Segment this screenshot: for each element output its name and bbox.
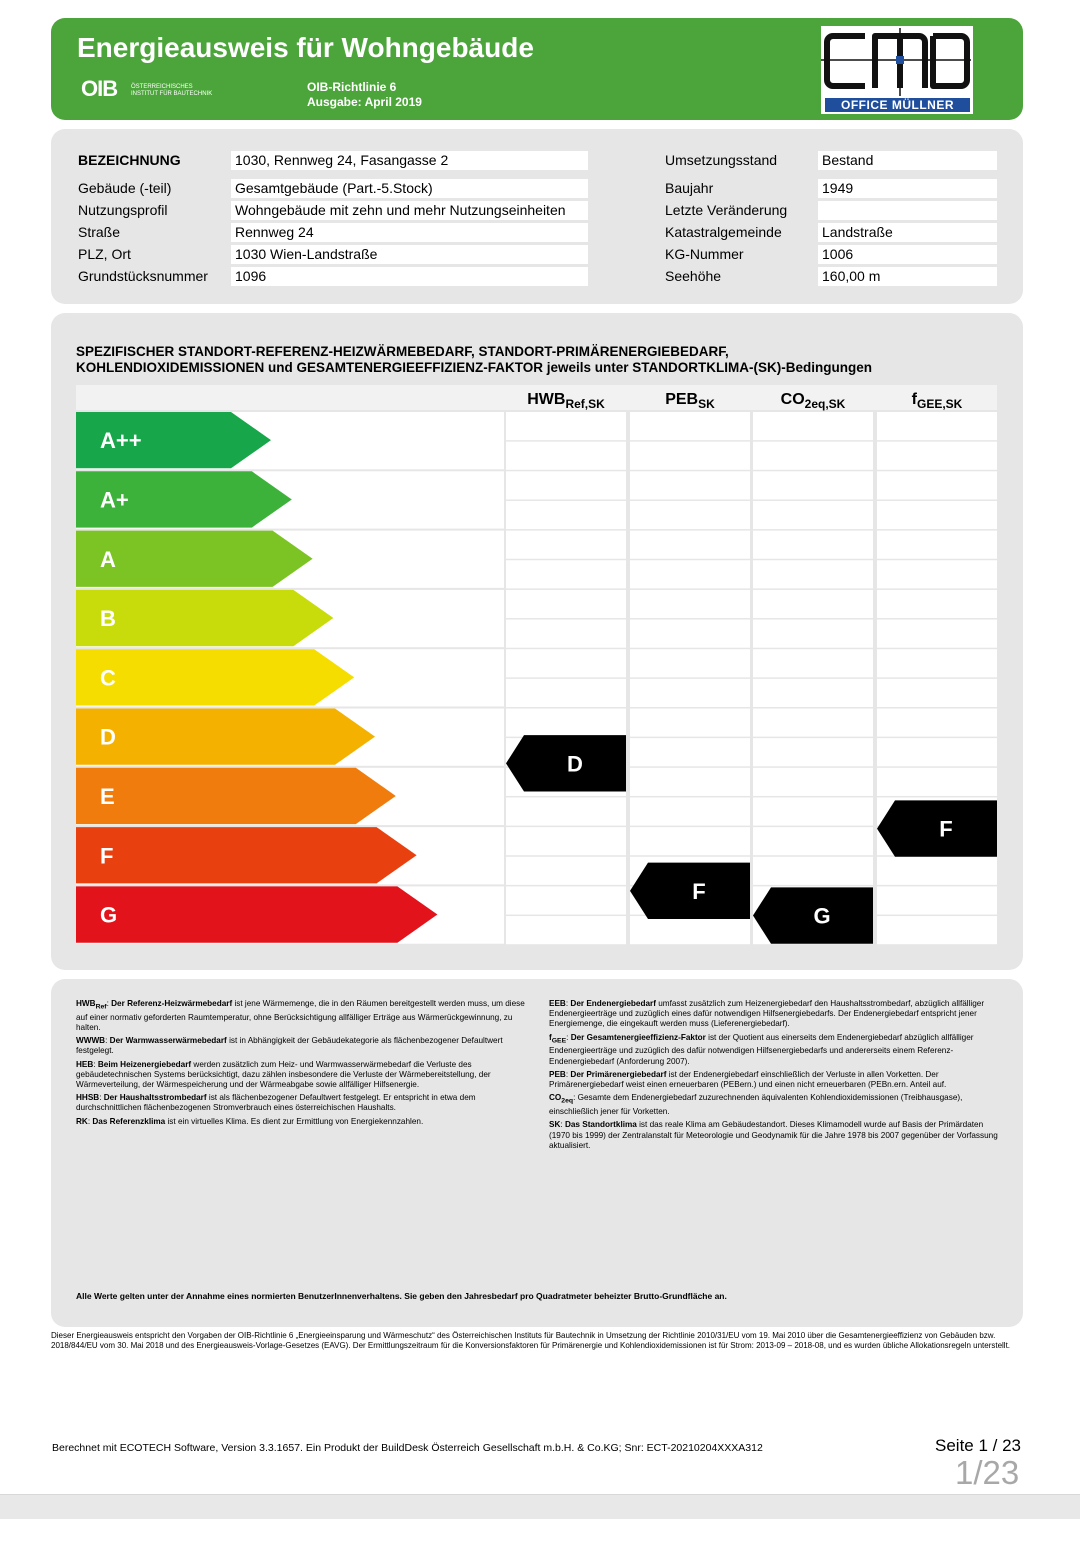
grid-cell	[877, 768, 997, 796]
info-value-right-1: 1949	[818, 179, 997, 198]
oib-logo-text: ÖSTERREICHISCHES INSTITUT FÜR BAUTECHNIK	[131, 84, 213, 97]
definition-right-1: $f_{GEE}$: Der Gesamtenergieeffizienz-Faktor ist der Quotient aus einerseits dem Endenergiebedarf abzüglich allfälliger Endenergieerträge und zuzüglich des dafür notwendigen Hilfsenergiebedarfs und andererseits einem Referenz-Endenergiebedarf (Anforderung 2007).	[549, 1032, 974, 1066]
definition-keyword: Der Endenergiebedarf	[570, 999, 656, 1008]
richtlinie-label: OIB-Richtlinie 6	[307, 80, 397, 94]
class-arrow-label: A++	[100, 428, 142, 454]
grid-cell	[753, 471, 873, 499]
oib-logo	[81, 76, 213, 101]
definition-term: f	[549, 1032, 552, 1042]
info-value-left-4: 1030 Wien-Landstraße	[231, 245, 588, 264]
page-number-label: Seite 1 / 23	[935, 1436, 1022, 1455]
grid-cell	[630, 679, 750, 707]
definitions-left	[76, 999, 531, 1130]
legal-footer-note: Dieser Energieausweis entspricht den Vorgaben der OIB-Richtlinie 6 „Energieeinsparung und Wärmeschutz“ des Österreichischen Instituts für Bautechnik in Umsetzung der Richtlinie 2010/31/EU vom 19. Mai 2010 über die Gesamtenergieeffizienz von Gebäuden bzw. 2018/844/EU vom 30. Mai 2018 und des Energieausweis-Vorlage-Gesetzes (EAVG). Der Ermittlungszeitraum für die Konversionsfaktoren für Primärenergie und Kohlendioxidemissionen ist für Strom: 2013-09 – 2018-08, und es wurden übliche Allokationsregeln unterstellt.	[51, 1331, 1011, 1350]
grid-cell	[753, 827, 873, 855]
building-info-panel	[51, 129, 1023, 304]
definition-term: EEB	[549, 999, 566, 1008]
grid-cell	[753, 560, 873, 588]
cmd-logo-graphic	[821, 26, 973, 98]
ausgabe-label: Ausgabe: April 2019	[307, 95, 422, 109]
class-arrow-f	[76, 827, 417, 883]
definition-text: ist als flächenbezogener Defaultwert festgelegt. Er entspricht in etwa dem durchschnittlichen flächenbezogenen Stromverbrauch eines österreichischen Haushalts.	[76, 1093, 476, 1113]
definition-term: PEB	[549, 1069, 566, 1079]
grid-cell	[877, 620, 997, 648]
definition-term-sub: GEE	[551, 1037, 567, 1045]
definition-left-3: HHSB: Der Haushaltsstrombedarf ist als flächenbezogener Defaultwert festgelegt. Er entspricht in etwa dem durchschnittlichen flächenbezogenen Stromverbrauch eines österreichischen Haushalts.	[76, 1093, 476, 1113]
column-header-f: $f_{GEE,SK}$	[911, 391, 963, 411]
grid-cell	[506, 471, 626, 499]
grid-cell	[506, 620, 626, 648]
class-arrow-g	[76, 886, 437, 942]
grid-cell	[506, 501, 626, 529]
grid-cell	[753, 649, 873, 677]
definition-text: werden zusätzlich zum Heiz- und Warmwasserwärmebedarf die Verluste des gebäudetechnischen Systems berücksichtigt, dazu zählen insbesondere die Verluste der Wärmebereitstellung, der Wärmeverteilung, der Wärmespeicherung und der Wärmeabgabe sowie allfälliger Hilfsenergie.	[76, 1059, 491, 1090]
definition-right-2: PEB: Der Primärenergiebedarf ist der Endenergiebedarf einschließlich der Verluste in allen Vorketten. Der Primärenergiebedarf weist einen erneuerbaren (PEBern.) und einen nicht erneuerbaren (PEBn.ern. Anteil auf.	[549, 1069, 947, 1090]
grid-cell	[630, 560, 750, 588]
energy-rating-chart	[51, 313, 1023, 970]
definition-keyword: Der Haushaltsstrombedarf	[103, 1093, 207, 1103]
rating-marker-hwb	[506, 735, 626, 791]
class-arrow-e	[76, 768, 396, 824]
office-name: OFFICE MÜLLNER	[825, 98, 970, 112]
grid-cell	[506, 679, 626, 707]
definitions-panel	[51, 979, 1023, 1327]
definition-text: umfasst zusätzlich zum Heizenergiebedarf den Haushaltsstrombedarf, abzüglich allfälliger Endenergieerträge und zuzüglich eines dafür notwendigen Hilfsenergiebedarfs. Der Endenergiebedarf entspricht jener Energiemenge, die eingekauft werden muss (Lieferenergiebedarf).	[549, 999, 985, 1029]
definition-keyword: Das Standortklima	[564, 1120, 637, 1130]
grid-cell	[506, 442, 626, 470]
info-label-right-5: Seehöhe	[665, 268, 722, 284]
grid-cell	[630, 590, 750, 618]
column-header-peb: $PEB_{SK}$	[665, 391, 715, 411]
grid-cell	[630, 797, 750, 825]
grid-cell	[877, 916, 997, 944]
grid-cell	[506, 649, 626, 677]
grid-cell	[630, 709, 750, 737]
definition-term: HHSB	[76, 1093, 100, 1103]
grid-cell	[753, 768, 873, 796]
grid-cell	[630, 412, 750, 440]
info-value-right-4: 1006	[818, 245, 997, 264]
grid-cell	[753, 620, 873, 648]
class-arrow-label: D	[100, 724, 116, 750]
column-header-co: $CO_{2eq,SK}$	[780, 391, 846, 411]
definitions-right	[549, 999, 999, 1154]
grid-cell	[877, 709, 997, 737]
info-value-left-5: 1096	[231, 267, 588, 286]
definition-right-4: SK: Das Standortklima ist das reale Klima am Gebäudestandort. Dieses Klimamodell wurde auf Basis der Primärdaten (1970 bis 1999) der Zentralanstalt für Meteorologie und Geodynamik für die Jahre 1978 bis 2007 gegenüber der Vorfassung aktualisiert.	[549, 1120, 998, 1150]
grid-cell	[506, 857, 626, 885]
rating-marker-label: F	[692, 878, 706, 904]
grid-cell	[630, 531, 750, 559]
header-banner	[51, 18, 1023, 120]
info-label-left-0: BEZEICHNUNG	[78, 152, 181, 168]
class-arrow-label: B	[100, 606, 116, 632]
grid-cell	[630, 471, 750, 499]
definition-term-sub: Ref	[95, 1003, 107, 1011]
definition-text: ist ein virtuelles Klima. Es dient zur Ermittlung von Energiekennzahlen.	[167, 1116, 424, 1126]
rating-marker-peb	[630, 863, 750, 919]
definition-keyword: Der Gesamtenergieeffizienz-Faktor	[570, 1032, 706, 1042]
class-arrow-label: F	[100, 843, 114, 869]
grid-cell	[630, 501, 750, 529]
class-arrow-d	[76, 709, 375, 765]
class-arrow-label: A+	[100, 487, 129, 513]
rating-marker-f	[877, 800, 997, 856]
grid-cell	[877, 501, 997, 529]
grid-cell	[753, 412, 873, 440]
rating-marker-label: F	[939, 816, 953, 842]
grid-cell	[877, 649, 997, 677]
definition-keyword: Der Warmwasserwärmebedarf	[109, 1036, 227, 1046]
grid-cell	[753, 738, 873, 766]
info-label-right-3: Katastralgemeinde	[665, 224, 782, 240]
grid-cell	[877, 679, 997, 707]
grid-cell	[630, 649, 750, 677]
info-label-left-5: Grundstücksnummer	[78, 268, 208, 284]
info-label-right-1: Baujahr	[665, 180, 714, 196]
definition-term: HEB	[76, 1059, 94, 1069]
grid-cell	[753, 442, 873, 470]
grid-cell	[877, 442, 997, 470]
info-value-left-2: Wohngebäude mit zehn und mehr Nutzungseinheiten	[231, 201, 588, 220]
oib-logo-mark: OIB	[81, 76, 118, 101]
definition-left-1: WWWB: Der Warmwasserwärmebedarf ist in Abhängigkeit der Gebäudekategorie als flächenbezogener Defaultwert festgelegt.	[76, 1036, 503, 1056]
office-muellner-logo	[821, 26, 973, 114]
definition-right-3: $CO_{2eq}$: Gesamte dem Endenergiebedarf zuzurechnenden äquivalenten Kohlendioxidemissionen (Treibhausgase), einschließlich jener für Vorketten.	[549, 1093, 963, 1117]
grid-cell	[630, 738, 750, 766]
info-value-left-1: Gesamtgebäude (Part.-5.Stock)	[231, 179, 588, 198]
grid-cell	[630, 442, 750, 470]
class-arrow-label: E	[100, 783, 115, 809]
page-indicator: 1/23	[955, 1454, 1020, 1491]
class-arrow-label: A	[100, 546, 116, 572]
rating-marker-label: G	[813, 903, 831, 929]
grid-cell	[877, 560, 997, 588]
grid-cell	[877, 738, 997, 766]
grid-cell	[753, 531, 873, 559]
grid-cell	[630, 768, 750, 796]
grid-cell	[630, 620, 750, 648]
richtlinie-info	[307, 80, 422, 110]
grid-cell	[877, 531, 997, 559]
info-label-left-3: Straße	[78, 224, 121, 240]
definition-term: CO	[549, 1093, 562, 1103]
info-label-right-0: Umsetzungsstand	[665, 152, 778, 168]
info-value-right-2	[818, 201, 997, 220]
info-label-right-2: Letzte Veränderung	[665, 202, 788, 218]
definition-term-sub: 2eq	[561, 1097, 574, 1105]
definition-keyword: Das Referenzklima	[92, 1116, 166, 1126]
info-value-left-0: 1030, Rennweg 24, Fasangasse 2	[231, 151, 588, 170]
definition-keyword: Beim Heizenergiebedarf	[97, 1059, 192, 1069]
grid-cell	[506, 886, 626, 914]
grid-cell	[506, 531, 626, 559]
document-title: Energieausweis für Wohngebäude	[77, 32, 534, 63]
grid-cell	[753, 797, 873, 825]
info-value-right-3: Landstraße	[818, 223, 997, 242]
definition-term: RK	[76, 1116, 88, 1126]
definition-text: ist jene Wärmemenge, die in den Räumen bereitgestellt werden muss, um diese auf einer normativ geforderten Raumtemperatur, ohne Berücksichtigung allfälliger Erträge aus Wärmerückgewinnung, zu halten.	[76, 999, 525, 1033]
values-note: Alle Werte gelten unter der Annahme eines normierten BenutzerInnenverhaltens. Sie geben den Jahresbedarf pro Quadratmeter beheizter Brutto-Grundfläche an.	[76, 1291, 727, 1301]
definition-left-2: HEB: Beim Heizenergiebedarf werden zusätzlich zum Heiz- und Warmwasserwärmebedarf die Verluste des gebäudetechnischen Systems berücksichtigt, dazu zählen insbesondere die Verluste der Wärmebereitstellung, der Wärmeverteilung, der Wärmespeicherung und der Wärmeabgabe sowie allfälliger Hilfsenergie.	[76, 1059, 491, 1090]
info-label-left-4: PLZ, Ort	[78, 246, 131, 262]
grid-cell	[753, 679, 873, 707]
grid-cell	[630, 827, 750, 855]
grid-cell	[506, 412, 626, 440]
energy-rating-panel	[51, 313, 1023, 970]
definition-left-4: RK: Das Referenzklima ist ein virtuelles Klima. Es dient zur Ermittlung von Energiekennzahlen.	[76, 1116, 424, 1126]
definition-keyword: Der Referenz-Heizwärmebedarf	[111, 999, 233, 1008]
info-label-left-2: Nutzungsprofil	[78, 202, 168, 218]
class-arrow-c	[76, 649, 354, 705]
grid-cell	[506, 916, 626, 944]
grid-cell	[753, 590, 873, 618]
info-value-right-5: 160,00 m	[818, 267, 997, 286]
definition-term: HWB	[76, 999, 96, 1008]
info-label-right-4: KG-Nummer	[665, 246, 744, 262]
definition-left-0: $HWB_{Ref}$: Der Referenz-Heizwärmebedarf ist jene Wärmemenge, die in den Räumen bereitgestellt werden muss, um diese auf einer normativ geforderten Raumtemperatur, ohne Berücksichtigung allfälliger Erträge aus Wärmerückgewinnung, zu halten.	[76, 999, 525, 1033]
info-value-left-3: Rennweg 24	[231, 223, 588, 242]
grid-cell	[877, 590, 997, 618]
grid-cell	[753, 709, 873, 737]
grid-cell	[506, 590, 626, 618]
definition-term: SK	[549, 1120, 561, 1130]
info-label-left-1: Gebäude (-teil)	[78, 180, 172, 196]
viewer-bottom-bar	[0, 1494, 1080, 1519]
column-header-hwb: $HWB_{Ref,SK}$	[527, 391, 605, 411]
definition-text: ist das reale Klima am Gebäudestandort. Dieses Klimamodell wurde auf Basis der Primärdaten (1970 bis 1999) der Zentralanstalt für Meteorologie und Geodynamik für die Jahre 1978 bis 2007 gegenüber der Vorfassung aktualisiert.	[549, 1120, 998, 1150]
rating-marker-label: D	[567, 751, 583, 777]
class-arrow-label: G	[100, 902, 118, 928]
grid-cell	[506, 709, 626, 737]
definition-text: ist der Quotient aus einerseits dem Endenergiebedarf abzüglich allfälliger Endenergieerträge und zuzüglich des dafür notwendigen Hilfsenergiebedarfs und andererseits einem Referenz-Endenergiebedarf (Anforderung 2007).	[549, 1032, 974, 1066]
info-value-right-0: Bestand	[818, 151, 997, 170]
class-arrow-label: C	[100, 665, 116, 691]
grid-cell	[630, 916, 750, 944]
definition-text: ist der Endenergiebedarf einschließlich der Verluste in allen Vorketten. Der Primärenergiebedarf weist einen erneuerbaren (PEBern.) und einen nicht erneuerbaren (PEBn.ern. Anteil auf.	[549, 1069, 947, 1090]
grid-cell	[753, 857, 873, 885]
definition-text: Gesamte dem Endenergiebedarf zuzurechnenden äquivalenten Kohlendioxidemissionen (Treibhausgase), einschließlich jener für Vorketten.	[549, 1093, 963, 1117]
grid-cell	[753, 501, 873, 529]
definition-keyword: Der Primärenergiebedarf	[570, 1069, 667, 1079]
grid-cell	[877, 886, 997, 914]
grid-cell	[506, 797, 626, 825]
definition-term: WWWB	[76, 1036, 106, 1046]
definition-text: ist in Abhängigkeit der Gebäudekategorie als flächenbezogener Defaultwert festgelegt.	[76, 1036, 503, 1056]
grid-cell	[877, 412, 997, 440]
grid-cell	[506, 560, 626, 588]
definition-right-0: EEB: Der Endenergiebedarf umfasst zusätzlich zum Heizenergiebedarf den Haushaltsstrombedarf, abzüglich allfälliger Endenergieerträge und zuzüglich eines dafür notwendigen Hilfsenergiebedarfs. Der Endenergiebedarf entspricht jener Energiemenge, die eingekauft werden muss (Lieferenergiebedarf).	[549, 999, 985, 1029]
software-credit: Berechnet mit ECOTECH Software, Version 3.3.1657. Ein Produkt der BuildDesk Österreich Gesellschaft m.b.H. & Co.KG; Snr: ECT-20210204XXXA312	[52, 1442, 763, 1454]
grid-cell	[877, 857, 997, 885]
chart-title: SPEZIFISCHER STANDORT-REFERENZ-HEIZWÄRMEBEDARF, STANDORT-PRIMÄRENERGIEBEDARF, KOHLENDIOXIDEMISSIONEN und GESAMTENERGIEEFFIZIENZ-FAKTOR jeweils unter STANDORTKLIMA-(SK)-Bedingungen	[76, 344, 873, 375]
grid-cell	[506, 827, 626, 855]
grid-cell	[877, 471, 997, 499]
